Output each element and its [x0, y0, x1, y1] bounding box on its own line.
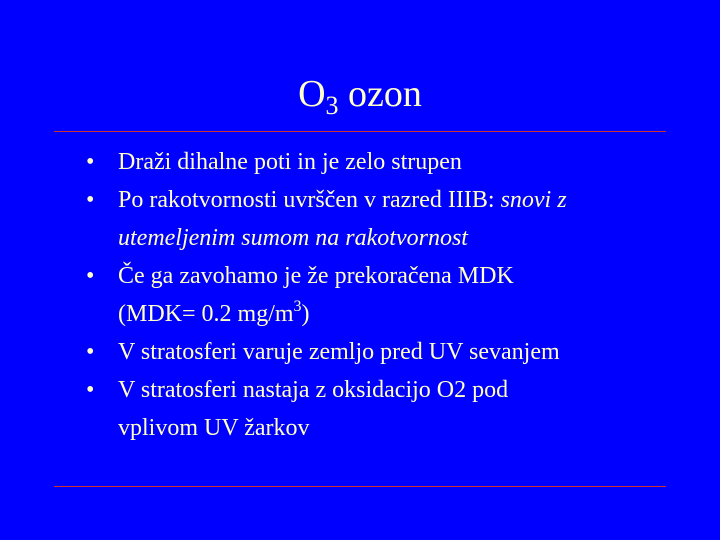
bullet-4-text: V stratosferi varuje zemljo pred UV sevanjem	[118, 339, 560, 365]
bottom-divider	[54, 486, 666, 487]
bullet-1-text: Draži dihalne poti in je zelo strupen	[118, 149, 462, 175]
bullet-2-line-1	[118, 181, 686, 219]
unit-superscript: 3	[293, 298, 302, 315]
mdk-value-text: (MDK= 0.2 mg/m	[118, 301, 294, 327]
bullet-item-2	[86, 181, 686, 257]
title-subscript: 3	[325, 91, 339, 120]
bullet-5-line-2: vplivom UV žarkov	[118, 415, 310, 441]
bullet-dot-icon: •	[86, 149, 95, 175]
bullet-dot-icon: •	[86, 263, 95, 289]
bullet-3-line-1: Če ga zavohamo je že prekoračena MDK	[118, 263, 514, 289]
bullet-item-5	[86, 371, 686, 447]
title-rest: ozon	[338, 73, 422, 115]
bullet-item-4	[86, 333, 686, 371]
bullet-5-line-1: V stratosferi nastaja z oksidacijo O2 pod	[118, 377, 509, 403]
mdk-closing-paren: )	[301, 301, 310, 327]
bullet-3-line-2	[118, 295, 686, 333]
bullet-list	[86, 143, 686, 447]
bullet-2-line-2: utemeljenim sumom na rakotvornost	[118, 225, 468, 251]
bullet-dot-icon: •	[86, 339, 95, 365]
top-divider	[54, 131, 666, 132]
title-main: O	[298, 73, 326, 115]
bullet-item-1	[86, 143, 686, 181]
bullet-2-italic-text: snovi z	[500, 187, 567, 213]
bullet-dot-icon: •	[86, 187, 95, 213]
bullet-dot-icon: •	[86, 377, 95, 403]
bullet-2-normal-text: Po rakotvornosti uvrščen v razred IIIB:	[118, 187, 501, 213]
slide-title	[0, 70, 720, 130]
bullet-item-3	[86, 257, 686, 333]
